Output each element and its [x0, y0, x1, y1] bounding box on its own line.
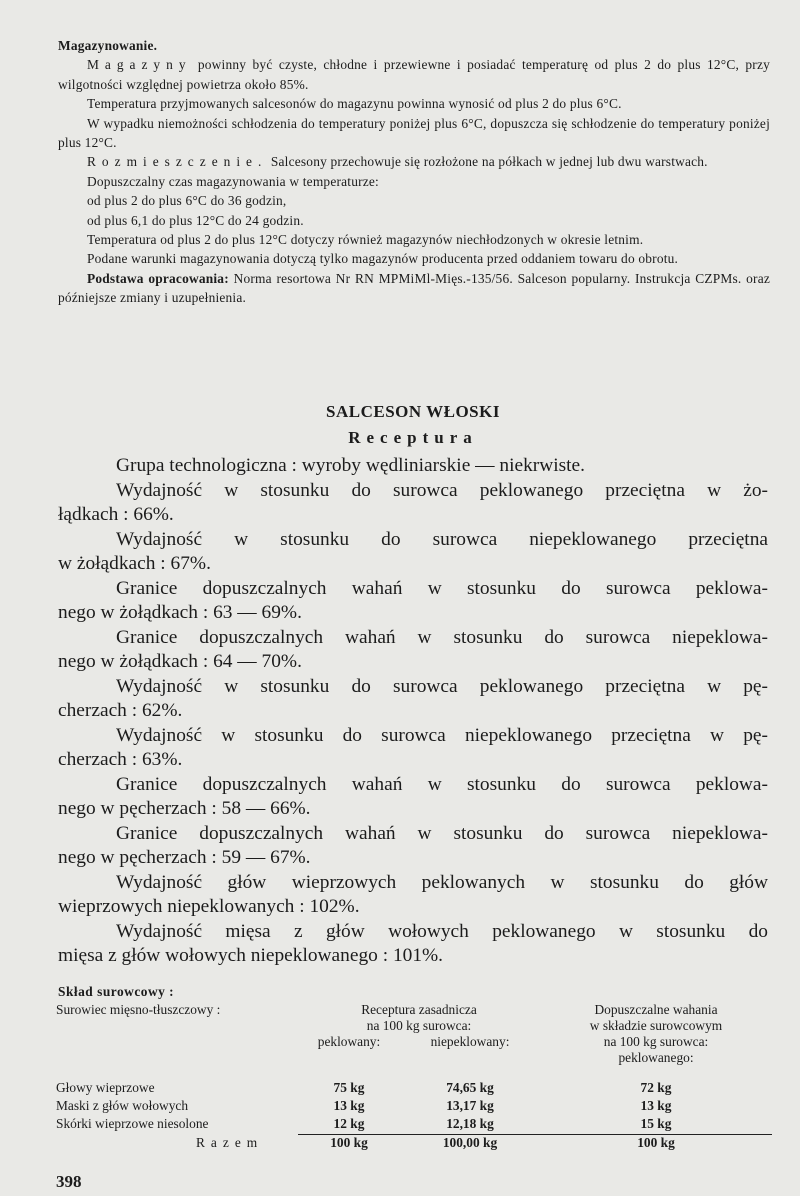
- col-header-allowed-variations: Dopuszczalne wahania w składzie surowcowym: [589, 1002, 723, 1033]
- yield-line: łądkach : 66%.: [58, 504, 174, 525]
- col-header-cured-2: peklowanego:: [618, 1050, 694, 1065]
- yield-line: cherzach : 62%.: [58, 700, 183, 721]
- yield-line: Wydajność głów wieprzowych peklowanych w stosunku do głów: [116, 871, 768, 893]
- page-number: 398: [56, 1172, 82, 1191]
- yield-line: Granice dopuszczalnych wahań w stosunku do surowca peklowa-: [116, 773, 768, 795]
- yield-line: Granice dopuszczalnych wahań w stosunku do surowca niepeklowa-: [116, 626, 768, 648]
- yield-line: nego w żołądkach : 64 — 70%.: [58, 651, 302, 672]
- table-total-row: Razem 100 kg 100,00 kg 100 kg: [56, 1135, 772, 1152]
- storage-para-2: Temperatura przyjmowanych salcesonów do magazynu powinna wynosić od plus 2 do plus 6°C.: [87, 96, 622, 112]
- storage-para-7: od plus 6,1 do plus 12°C do 24 godzin.: [87, 212, 304, 228]
- storage-para-10: Podstawa opracowania: Norma resortowa Nr RN MPMiMl-Mięs.-135/56. Salceson popularny. Instrukcja CZPMs. oraz późniejsze zmiany i uzupełnienia.: [58, 270, 770, 306]
- yield-line: Wydajność w stosunku do surowca peklowanego przeciętna w pę-: [116, 675, 768, 697]
- yield-line: nego w pęcherzach : 59 — 67%.: [58, 847, 311, 868]
- recipe-subtitle: Receptura: [348, 428, 478, 447]
- yield-line: nego w pęcherzach : 58 — 66%.: [58, 798, 311, 819]
- yield-line: Granice dopuszczalnych wahań w stosunku do surowca peklowa-: [116, 577, 768, 599]
- storage-para-1: Magazyny powinny być czyste, chłodne i przewiewne i posiadać temperaturę od plus 2 do plus 12°C, przy wilgotności względnej powietrza około 85%.: [58, 57, 770, 92]
- yield-line: cherzach : 63%.: [58, 749, 183, 770]
- yield-line: Grupa technologiczna : wyroby wędliniarskie — niekrwiste.: [116, 455, 586, 476]
- storage-para-3: W wypadku niemożności schłodzenia do temperatury poniżej plus 6°C, dopuszcza się schłodzenie do temperatury poniżej plus 12°C.: [58, 115, 770, 151]
- composition-table: [56, 1002, 772, 1151]
- storage-heading: Magazynowanie.: [58, 38, 158, 53]
- yield-line: w żołądkach : 67%.: [58, 553, 211, 574]
- storage-para-5: Dopuszczalny czas magazynowania w temperaturze:: [87, 173, 379, 189]
- storage-para-4: Rozmieszczenie. Salcesony przechowuje się rozłożone na półkach w jednej lub dwu warstwach.: [87, 154, 708, 170]
- storage-section: [58, 36, 770, 308]
- col-header-uncured: niepeklowany:: [430, 1034, 510, 1049]
- storage-para-9: Podane warunki magazynowania dotyczą tylko magazynów producenta przed oddaniem towaru do obrotu.: [87, 251, 679, 267]
- recipe-yields: [58, 454, 768, 969]
- table-caption: Skład surowcowy :: [58, 984, 175, 999]
- yield-line: wieprzowych niepeklowanych : 102%.: [58, 896, 360, 917]
- yield-line: nego w żołądkach : 63 — 69%.: [58, 602, 302, 623]
- table-row: Maski z głów wołowych 13 kg 13,17 kg 13 kg: [56, 1098, 672, 1113]
- col-header-cured: peklowany:: [317, 1034, 381, 1049]
- col-header-per-100: na 100 kg surowca:: [603, 1034, 709, 1049]
- table-row: Skórki wieprzowe niesolone 12 kg 12,18 kg 15 kg: [56, 1116, 672, 1131]
- col-header-base-recipe: Receptura zasadnicza na 100 kg surowca:: [361, 1002, 477, 1033]
- yield-line: Wydajność w stosunku do surowca peklowanego przeciętna w żo-: [116, 479, 768, 501]
- table-row: Głowy wieprzowe 75 kg 74,65 kg 72 kg: [56, 1080, 672, 1095]
- yield-line: mięsa z głów wołowych niepeklowanego : 101%.: [58, 945, 444, 966]
- yield-line: Wydajność mięsa z głów wołowych peklowanego w stosunku do: [116, 920, 768, 942]
- col-header-material: Surowiec mięsno-tłuszczowy :: [56, 1002, 221, 1017]
- storage-para-8: Temperatura od plus 2 do plus 12°C dotyczy również magazynów niechłodzonych w okresie letnim.: [87, 232, 644, 248]
- recipe-title: SALCESON WŁOSKI: [326, 402, 500, 421]
- yield-line: Wydajność w stosunku do surowca niepeklowanego przeciętna: [116, 528, 768, 550]
- storage-para-6: od plus 2 do plus 6°C do 36 godzin,: [87, 193, 287, 209]
- yield-line: Granice dopuszczalnych wahań w stosunku do surowca niepeklowa-: [116, 822, 768, 844]
- yield-line: Wydajność w stosunku do surowca niepeklowanego przeciętna w pę-: [116, 724, 768, 746]
